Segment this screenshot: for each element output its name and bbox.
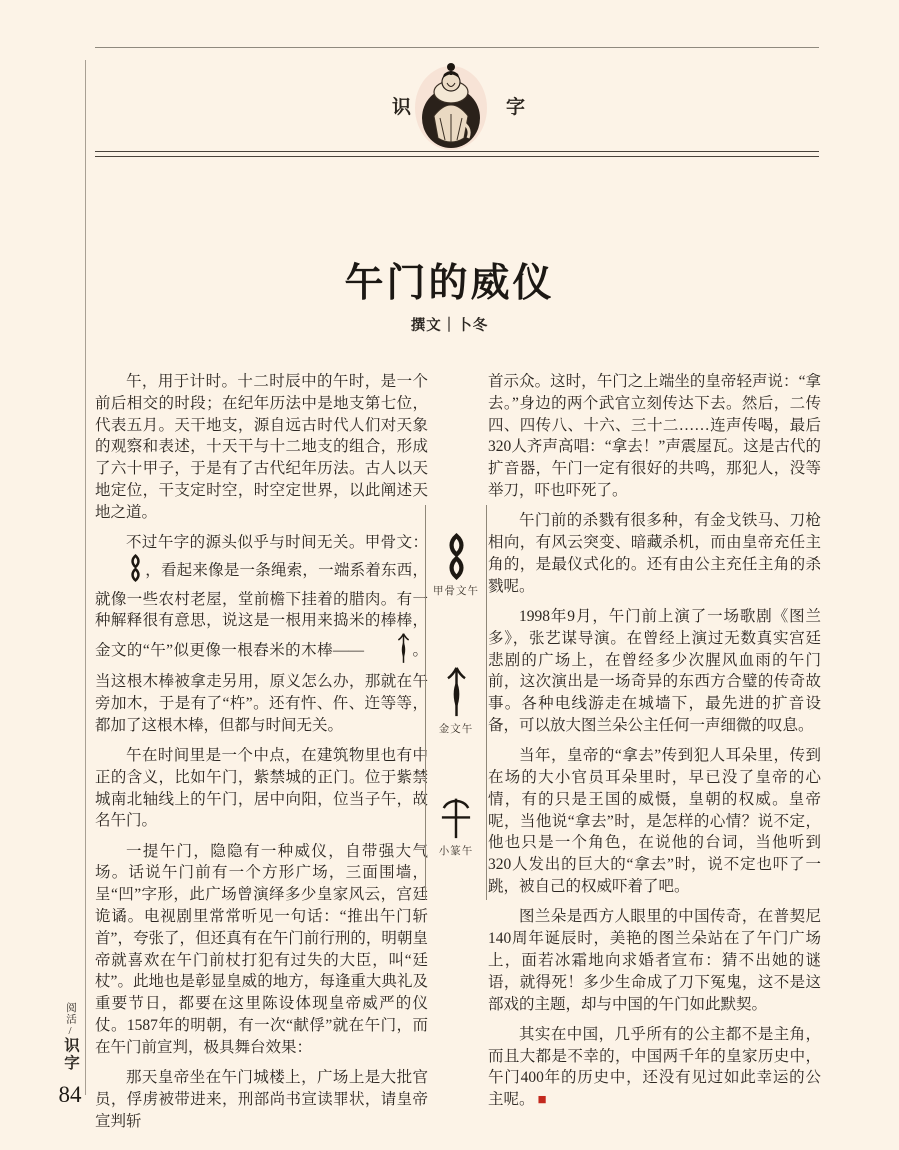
paragraph: 一提午门，隐隐有一种威仪，自带强大气场。话说午门前有一个方形广场，三面围墙，呈“凹”字形，此广场曾演绎多少皇家风云，宫廷诡谲。电视剧里常常听见一句话：“推出午门斩首”，夸张了，但还真有在午门前行刑的，明朝皇帝就喜欢在午门前杖打犯有过失的大臣，叫“廷杖”。此地也是彰显皇威的地方，每逢重大典礼及重要节日，都要在这里陈设体现皇帝威严的仪仗。1587年的明朝，有一次“献俘”就在午门，而在午门前宣判，极具舞台效果： xyxy=(95,842,428,1056)
glyph-item-bronze xyxy=(426,665,486,736)
paragraph: 那天皇帝坐在午门城楼上，广场上是大批官员，俘虏被带进来，刑部尚书宣读罪状，请皇帝宣判斩 xyxy=(95,1069,428,1130)
glyph-label: 甲骨文午 xyxy=(433,586,479,597)
section-label xyxy=(62,1002,78,1072)
left-margin-rule xyxy=(85,60,86,1095)
glyph-label: 小篆午 xyxy=(438,846,474,857)
glyph-item-oracle xyxy=(426,533,486,598)
bronze-script-wu-glyph-icon xyxy=(426,665,486,718)
glyph-label: 金文午 xyxy=(438,724,474,735)
section-label-small: 阅活 xyxy=(65,1002,76,1025)
left-text-column xyxy=(95,371,428,1141)
top-rule xyxy=(95,47,819,48)
oracle-bone-wu-glyph-icon xyxy=(426,533,486,580)
section-label-large: 识字 xyxy=(62,1037,79,1072)
paragraph: 午在时间里是一个中点，在建筑物里也有中正的含义，比如午门，紫禁城的正门。位于紫禁城南北轴线上的午门，居中向阳，位当子午，故名午门。 xyxy=(95,746,428,830)
glyph-item-seal xyxy=(426,793,486,858)
paragraph-text: 。当这根木棒被拿走另用，原义怎么办，那就在午旁加木，于是有了“杵”。还有忤、仵、迕等等，都加了这根木棒，但都与时间无关。 xyxy=(95,642,428,734)
header-char-left: 识 xyxy=(392,97,412,118)
page-margin-footer xyxy=(52,1002,88,1108)
oracle-bone-wu-inline-icon xyxy=(97,554,143,589)
right-text-column xyxy=(488,371,821,1121)
bronze-wu-inline-icon xyxy=(366,632,410,671)
paragraph: 午，用于计时。十二时辰中的午时，是一个前后相交的时段；在纪年历法中是地支第七位，代表五月。天干地支，源自远古时代人们对天象的观察和表述，十天干与十二地支的组合，形成了六十甲子，于是有了古代纪年历法。古人以天地定位，干支定时空，时空定世界，以此阐述天地之道。 xyxy=(95,373,428,521)
ancient-glyph-column xyxy=(425,505,487,900)
paragraph: 当年，皇帝的“拿去”传到犯人耳朵里，传到在场的大小官员耳朵里时，早已没了皇帝的心情，有的只是王国的威慑，皇朝的权威。皇帝呢，当他说“拿去”时，是怎样的心情？说不定，他也只是一个角色，在说他的台词，当他听到320人发出的巨大的“拿去”时，说不定也吓了一跳，被自己的权威吓着了吧。 xyxy=(488,747,821,896)
small-seal-wu-glyph-icon xyxy=(426,793,486,840)
paragraph-text: ，看起来像是一条绳索，一端系着东西，就像一些农村老屋，堂前檐下挂着的腊肉。有一种解释很有意思，说这是一根用来捣米的棒棒，金文的“午”似更像一根舂米的木棒—— xyxy=(95,561,428,660)
paragraph: 1998年9月，午门前上演了一场歌剧《图兰多》，张艺谋导演。在曾经上演过无数真实宫廷悲剧的广场上，在曾经多少次腥风血雨的午门前，这次演出是一场奇异的东西方合璧的传奇故事。各种电线游走在城墙下，最先进的扩音设备，可以放大图兰朵公主任何一声细微的叹息。 xyxy=(488,607,821,734)
byline: 撰文｜卜冬 xyxy=(410,318,489,334)
paragraph-text: 不过午字的源头似乎与时间无关。甲骨文： xyxy=(126,534,428,552)
header-double-rule xyxy=(95,151,819,157)
page-number: 84 xyxy=(58,1082,82,1107)
paragraph-text: 其实在中国，几乎所有的公主都不是主角，而且大都是不幸的，中国两千年的皇家历史中，午门400年的历史中，还没有见过如此幸运的公主呢。 xyxy=(488,1025,821,1109)
paragraph: 图兰朵是西方人眼里的中国传奇，在普契尼140周年诞辰时，美艳的图兰朵站在了午门广场上，面若冰霜地向求婚者宣布：猜不出她的谜语，就得死！多少生命成了刀下冤鬼，这不是这部戏的主题，却与中国的午门如此默契。 xyxy=(488,908,821,1013)
article-end-mark: ■ xyxy=(537,1092,547,1109)
paragraph-last xyxy=(488,1024,821,1112)
seated-scholar-emblem-icon xyxy=(414,56,488,152)
section-separator: / xyxy=(64,1025,76,1037)
paragraph: 午门前的杀戮有很多种，有金戈铁马、刀枪相向，有风云突变、暗藏杀机，而由皇帝充任主角的，是最仪式化的。还有由公主充任主角的杀戮呢。 xyxy=(488,512,821,595)
page-title: 午门的威仪 xyxy=(344,262,555,305)
header-char-right: 字 xyxy=(506,97,526,118)
paragraph: 首示众。这时，午门之上端坐的皇帝轻声说：“拿去。”身边的两个武官立刻传达下去。然后，二传四、四传八、十六、三十二……连声传喝，最后320人齐声高唱：“拿去！”声震屋瓦。这是古代的扩音器，午门一定有很好的共鸣，那犯人，没等举刀，吓也吓死了。 xyxy=(488,373,821,499)
paragraph-with-glyphs xyxy=(95,532,428,736)
